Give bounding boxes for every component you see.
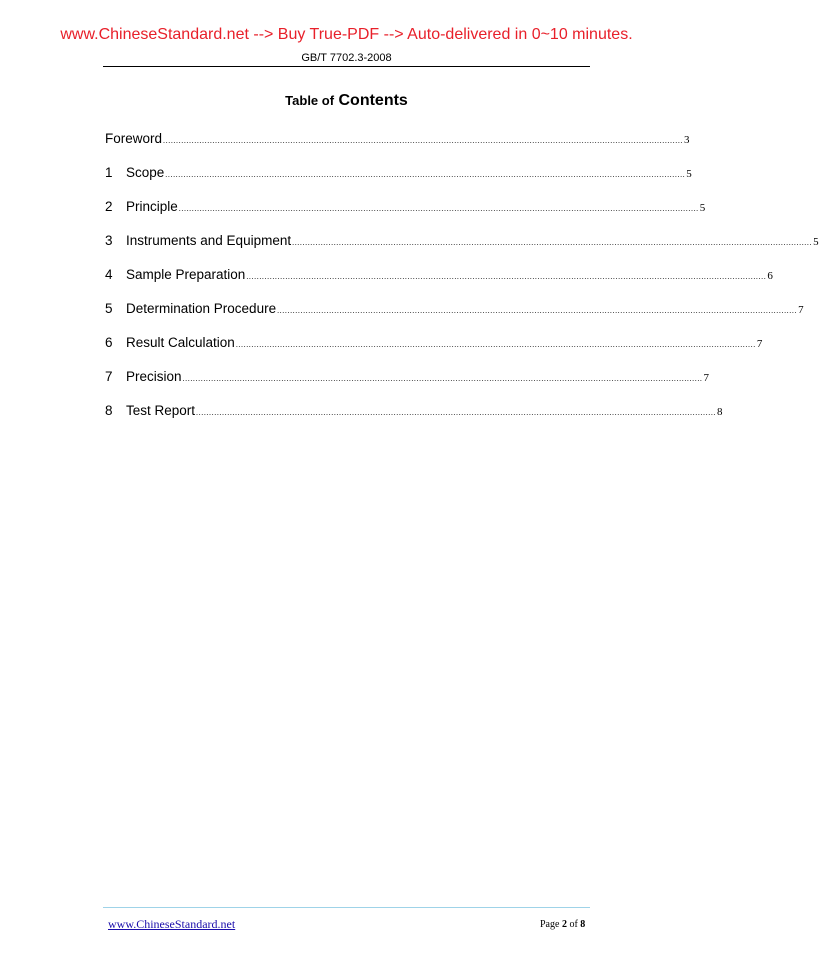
page-current: 2 bbox=[561, 919, 567, 930]
toc-entry-label: Test Report bbox=[126, 403, 196, 418]
dot-leader: ........................................................................................................................................................................................................ bbox=[182, 374, 703, 383]
toc-entry-number: 6 bbox=[105, 335, 113, 350]
toc-entry-label: Result Calculation bbox=[126, 335, 235, 350]
toc-entry-page: 7 bbox=[703, 372, 710, 384]
promo-banner-link[interactable]: www.ChineseStandard.net --> Buy True-PDF --> Auto-delivered in 0~10 minutes. bbox=[60, 26, 633, 43]
footer-divider bbox=[103, 907, 590, 908]
toc-entry-result-calculation[interactable] bbox=[105, 335, 763, 355]
dot-leader: ........................................................................................................................................................................................................ bbox=[163, 136, 684, 145]
toc-entry-number: 8 bbox=[105, 403, 113, 418]
toc-entry-determination-procedure[interactable] bbox=[105, 301, 804, 321]
toc-entry-label: Foreword bbox=[105, 131, 163, 146]
toc-entry-page: 7 bbox=[756, 338, 763, 350]
page-of: of bbox=[569, 919, 578, 930]
page-indicator bbox=[540, 919, 585, 930]
dot-leader: ........................................................................................................................................................................................................ bbox=[235, 340, 756, 349]
toc-entry-page: 5 bbox=[686, 168, 692, 180]
toc-entry-scope[interactable] bbox=[105, 165, 692, 185]
toc-entry-page: 5 bbox=[699, 202, 706, 214]
footer-website-link[interactable]: www.ChineseStandard.net bbox=[108, 917, 236, 931]
toc-entry-page: 8 bbox=[717, 406, 723, 418]
toc-entry-page: 5 bbox=[813, 236, 819, 248]
toc-entry-test-report[interactable] bbox=[105, 403, 723, 423]
toc-entry-instruments[interactable] bbox=[105, 233, 819, 253]
toc-title bbox=[0, 92, 693, 110]
dot-leader: ........................................................................................................................................................................................................ bbox=[246, 272, 767, 281]
toc-title-main: Contents bbox=[338, 92, 408, 109]
toc-entry-precision[interactable] bbox=[105, 369, 710, 389]
toc-entry-principle[interactable] bbox=[105, 199, 706, 219]
toc-entry-label: Precision bbox=[126, 369, 182, 384]
toc-entry-label: Scope bbox=[126, 165, 165, 180]
toc-entry-label: Principle bbox=[126, 199, 178, 214]
page-prefix: Page bbox=[540, 919, 560, 930]
toc-entry-number: 7 bbox=[105, 369, 113, 384]
dot-leader: ........................................................................................................................................................................................................ bbox=[178, 204, 699, 213]
toc-entry-number: 2 bbox=[105, 199, 113, 214]
toc-entry-number: 3 bbox=[105, 233, 113, 248]
dot-leader: ........................................................................................................................................................................................................ bbox=[292, 238, 813, 247]
toc-entry-label: Sample Preparation bbox=[126, 267, 246, 282]
toc-entry-label: Instruments and Equipment bbox=[126, 233, 292, 248]
toc-entry-number: 5 bbox=[105, 301, 113, 316]
toc-title-prefix: Table of bbox=[285, 93, 335, 108]
dot-leader: ........................................................................................................................................................................................................ bbox=[277, 306, 798, 315]
page-total: 8 bbox=[580, 919, 586, 930]
standard-code-header: GB/T 7702.3-2008 bbox=[301, 52, 392, 64]
header-divider bbox=[103, 66, 590, 67]
toc-entry-sample-preparation[interactable] bbox=[105, 267, 773, 287]
toc-entry-foreword[interactable] bbox=[105, 131, 690, 151]
dot-leader: ........................................................................................................................................................................................................ bbox=[196, 408, 717, 417]
toc-entry-label: Determination Procedure bbox=[126, 301, 277, 316]
toc-entry-page: 6 bbox=[767, 270, 773, 282]
toc-entry-number: 1 bbox=[105, 165, 113, 180]
toc-entry-page: 7 bbox=[798, 304, 804, 316]
toc-entry-page: 3 bbox=[684, 134, 690, 146]
toc-entry-number: 4 bbox=[105, 267, 113, 282]
dot-leader: ........................................................................................................................................................................................................ bbox=[165, 170, 686, 179]
